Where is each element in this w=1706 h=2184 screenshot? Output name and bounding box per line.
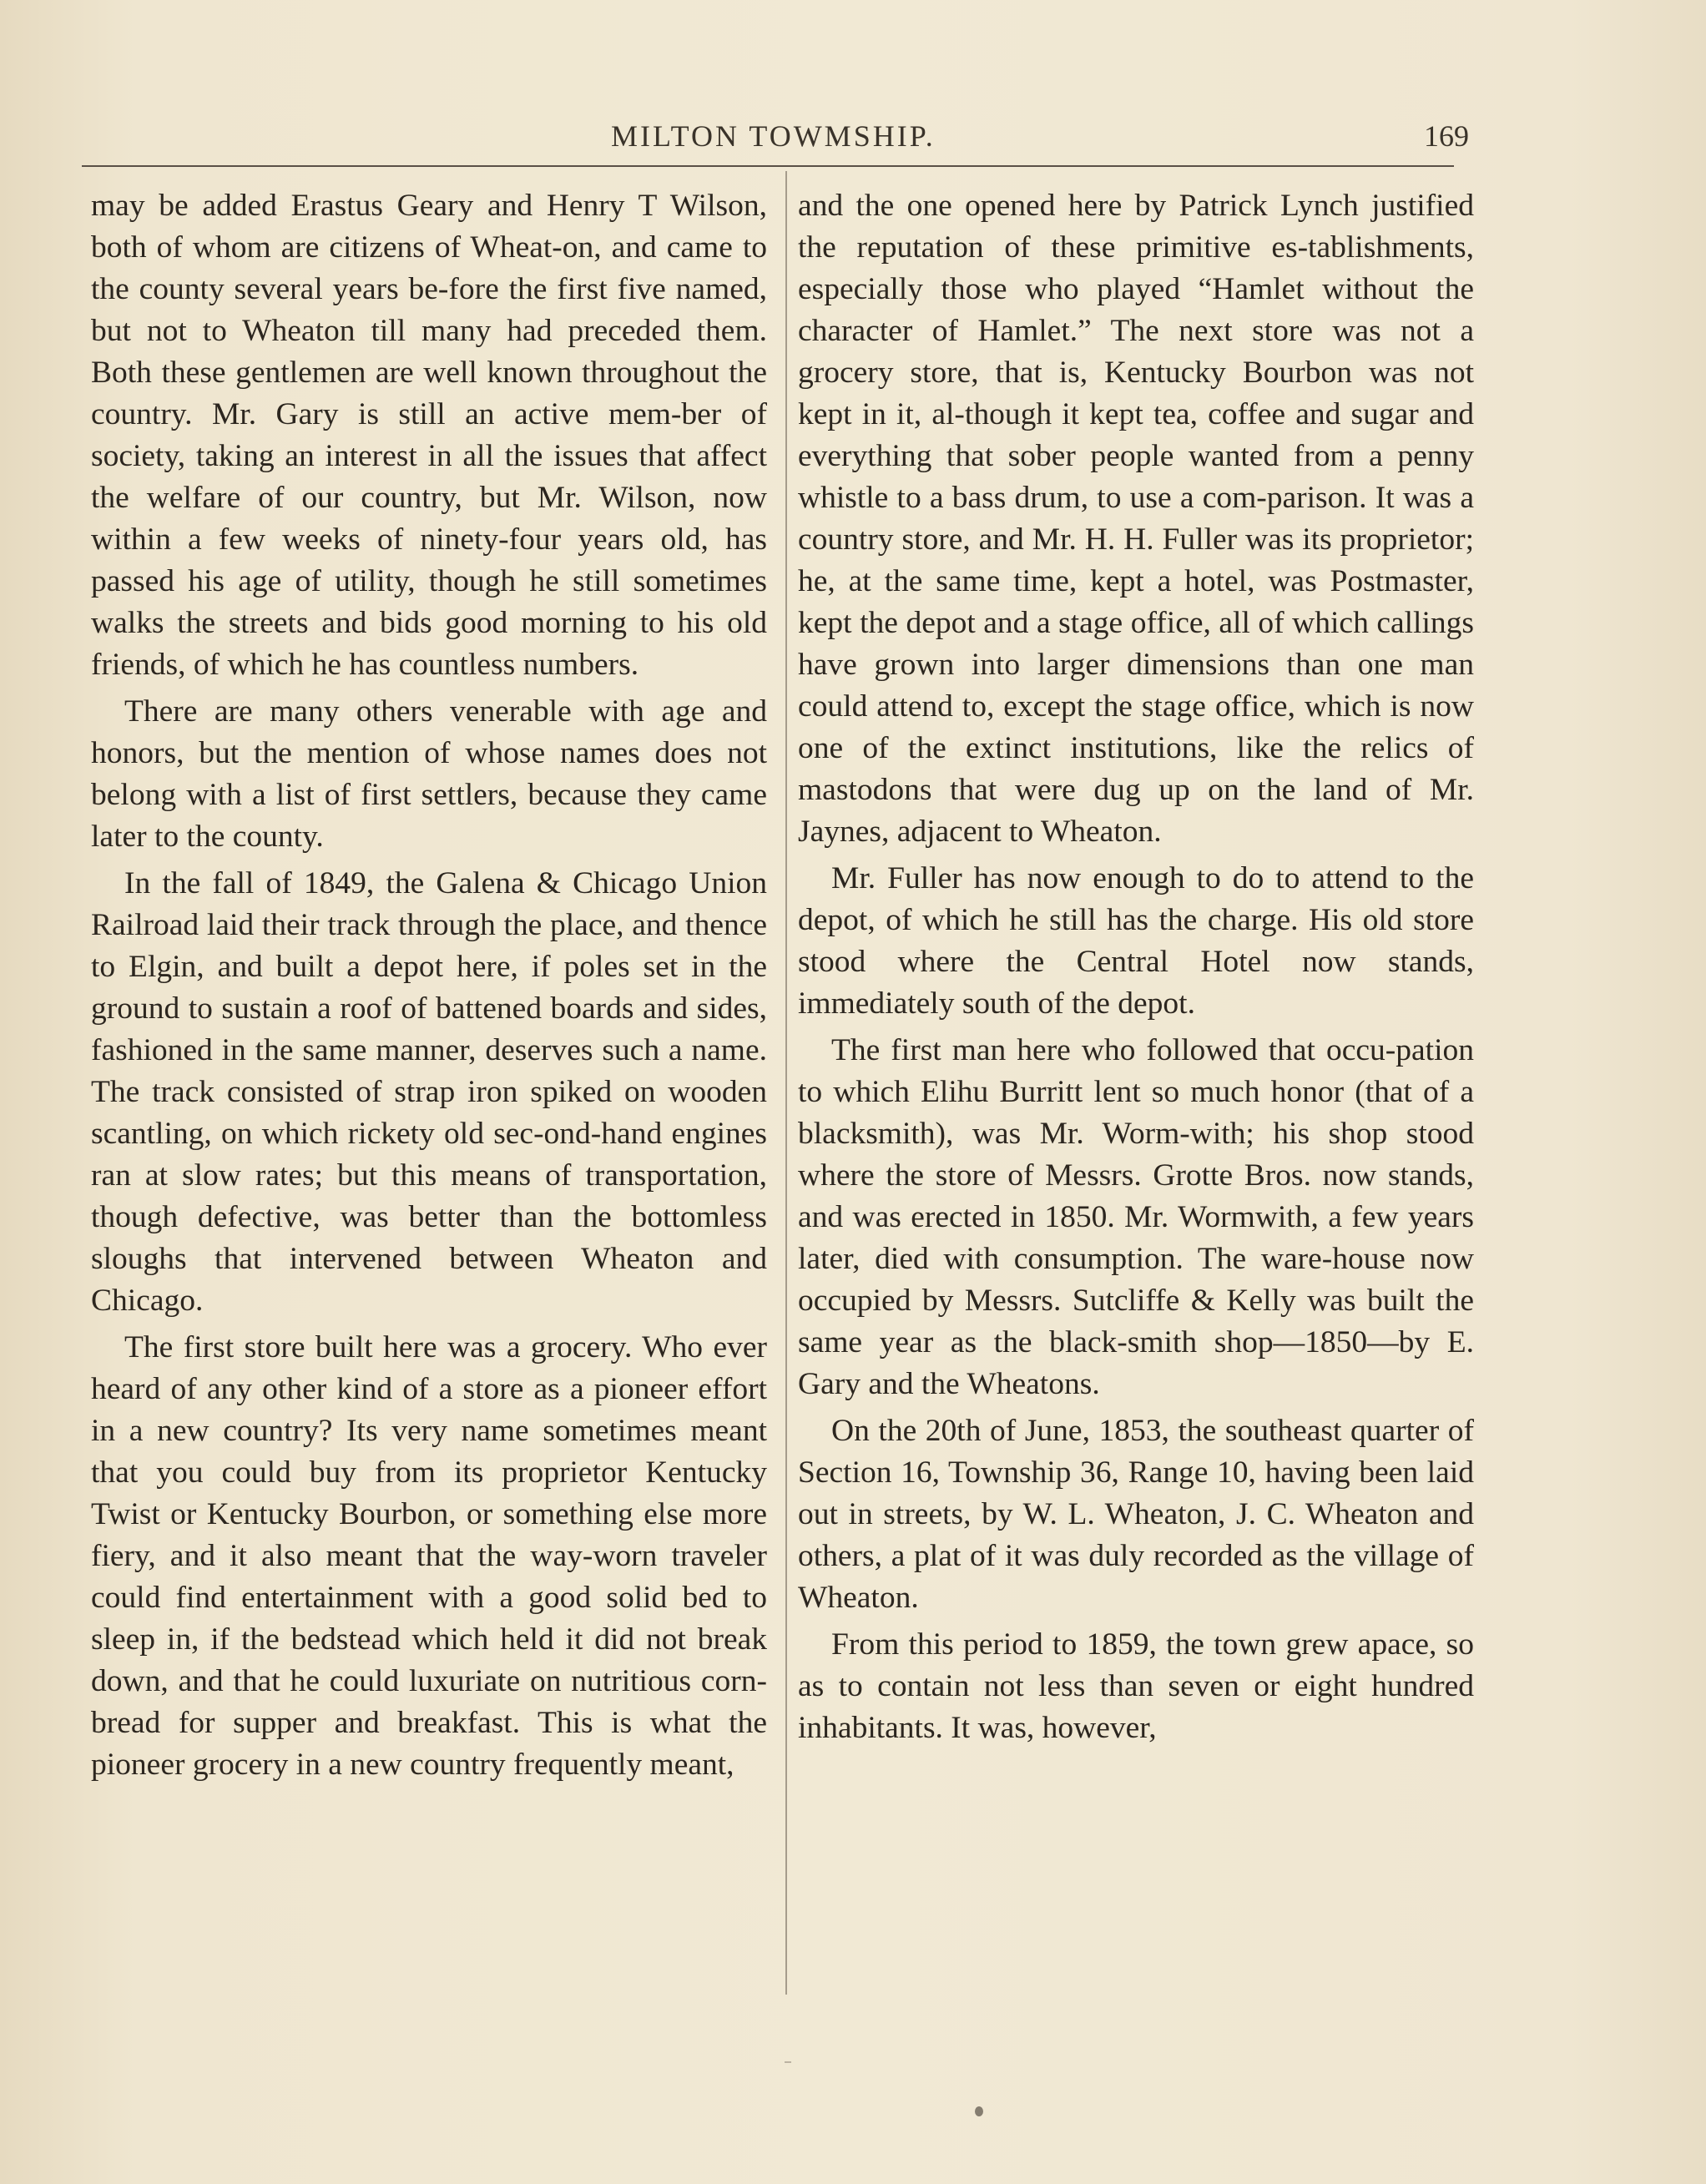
paragraph: The first store built here was a grocery. Who ever heard of any other kind of a store as a pioneer effort in a new country? Its very name sometimes meant that you could buy from its proprietor Kentucky Twist or Kentucky Bourbon, or something else more fiery, and it also meant that the way-worn traveler could find entertainment with a good solid bed to sleep in, if the bedstead which held it did not break down, and that he could luxuriate on nutritious corn-bread for supper and breakfast. This is what the pioneer grocery in a new country frequently meant, bbox=[91, 1330, 767, 1782]
right-column bbox=[798, 185, 1474, 1754]
column-divider bbox=[785, 171, 787, 1995]
paragraph: There are many others venerable with age and honors, but the mention of whose names does not belong with a list of first settlers, because they came later to the county. bbox=[91, 694, 767, 854]
ink-mark bbox=[785, 2061, 791, 2063]
paragraph: The first man here who followed that occu-pation to which Elihu Burritt lent so much honor (that of a blacksmith), was Mr. Worm-with; his shop stood where the store of Messrs. Grotte Bros. now stands, and was erected in 1850. Mr. Wormwith, a few years later, died with consumption. The ware-house now occupied by Messrs. Sutcliffe & Kelly was built the same year as the black-smith shop—1850—by E. Gary and the Wheatons. bbox=[798, 1033, 1474, 1401]
paragraph: From this period to 1859, the town grew apace, so as to contain not less than seven or eight hundred inhabitants. It was, however, bbox=[798, 1627, 1474, 1745]
page-header bbox=[83, 119, 1469, 169]
paragraph: Mr. Fuller has now enough to do to attend to the depot, of which he still has the charge. His old store stood where the Central Hotel now stands, immediately south of the depot. bbox=[798, 861, 1474, 1021]
paragraph: and the one opened here by Patrick Lynch justified the reputation of these primitive es-tablishments, especially those who played “Hamlet without the character of Hamlet.” The next store was not a grocery store, that is, Kentucky Bourbon was not kept in it, al-though it kept tea, coffee and sugar and everything that sober people wanted from a penny whistle to a bass drum, to use a com-parison. It was a country store, and Mr. H. H. Fuller was its proprietor; he, at the same time, kept a hotel, was Postmaster, kept the depot and a stage office, all of which callings have grown into larger dimensions than one man could attend to, except the stage office, which is now one of the extinct institutions, like the relics of mastodons that were dug up on the land of Mr. Jaynes, adjacent to Wheaton. bbox=[798, 189, 1474, 849]
ink-speck bbox=[975, 2106, 983, 2116]
paragraph: In the fall of 1849, the Galena & Chicago Union Railroad laid their track through the place, and thence to Elgin, and built a depot here, if poles set in the ground to sustain a roof of battened boards and sides, fashioned in the same manner, deserves such a name. The track consisted of strap iron spiked on wooden scantling, on which rickety old sec-ond-hand engines ran at slow rates; but this means of transportation, though defective, was better than the bottomless sloughs that intervened between Wheaton and Chicago. bbox=[91, 866, 767, 1318]
header-rule bbox=[82, 165, 1454, 167]
running-title: MILTON TOWMSHIP. bbox=[611, 119, 936, 153]
paragraph: may be added Erastus Geary and Henry T Wilson, both of whom are citizens of Wheat-on, and came to the county several years be-fore the first five named, but not to Wheaton till many had preceded them. Both these gentlemen are well known throughout the country. Mr. Gary is still an active mem-ber of society, taking an interest in all the issues that affect the welfare of our country, but Mr. Wilson, now within a few weeks of ninety-four years old, has passed his age of utility, though he still sometimes walks the streets and bids good morning to his old friends, of which he has countless numbers. bbox=[91, 189, 767, 682]
left-column bbox=[91, 185, 767, 1791]
paragraph: On the 20th of June, 1853, the southeast quarter of Section 16, Township 36, Range 10, having been laid out in streets, by W. L. Wheaton, J. C. Wheaton and others, a plat of it was duly recorded as the village of Wheaton. bbox=[798, 1414, 1474, 1615]
page-number: 169 bbox=[1424, 119, 1469, 153]
